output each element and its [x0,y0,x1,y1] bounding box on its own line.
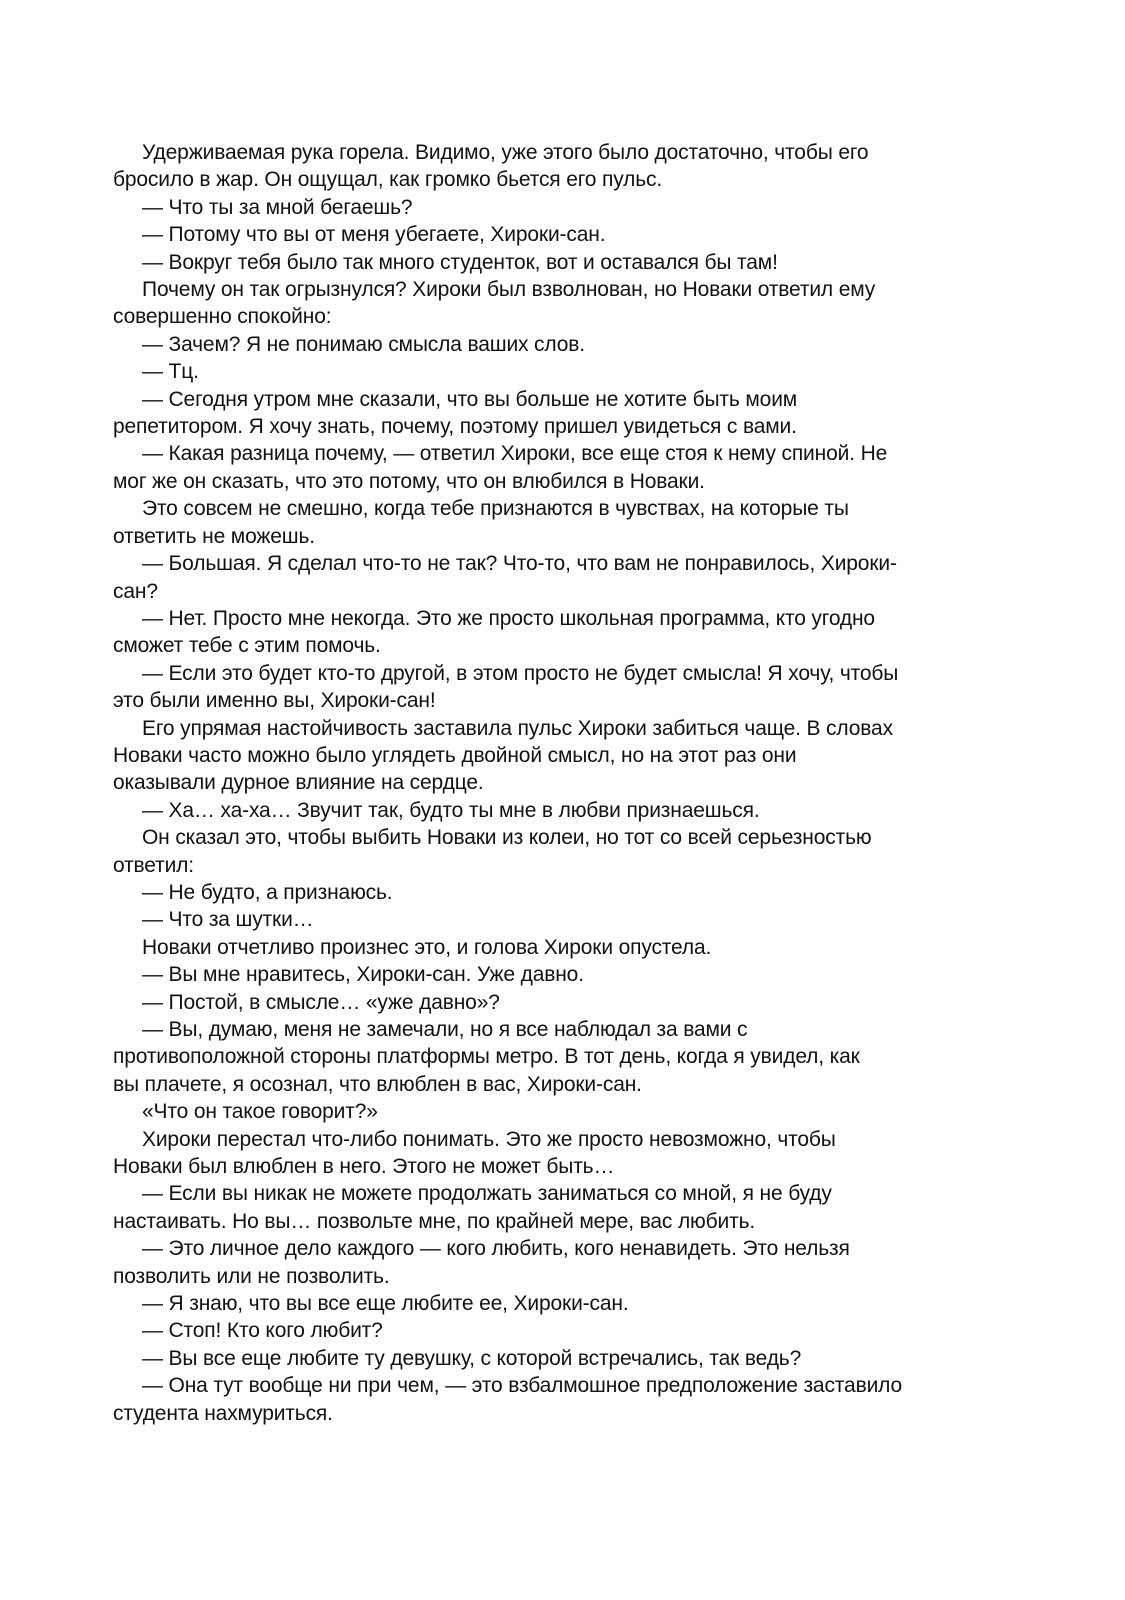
paragraph [113,989,998,1016]
paragraph [113,605,998,660]
text-line: совершенно спокойно: [113,305,332,329]
paragraph [113,139,998,194]
text-line: — Тц. [142,360,199,384]
text-line: — Вокруг тебя было так много студенток, вот и оставался бы там! [142,250,778,274]
text-line: ответить не можешь. [113,524,315,548]
paragraph [113,1345,998,1372]
text-line: — Стоп! Кто кого любит? [142,1319,383,1343]
text-line: Его упрямая настойчивость заставила пульс Хироки забиться чаще. В словах [142,716,893,740]
text-line: — Большая. Я сделал что-то не так? Что-то, что вам не понравилось, Хироки- [142,552,897,576]
text-line: противоположной стороны платформы метро. В тот день, когда я увидел, как [113,1045,860,1069]
text-line: сан? [113,579,158,603]
paragraph [113,1235,998,1290]
text-line: это были именно вы, Хироки-сан! [113,689,436,713]
text-line: бросило в жар. Он ощущал, как громко бьется его пульс. [113,168,663,192]
paragraph [113,824,998,879]
text-line: — Сегодня утром мне сказали, что вы больше не хотите быть моим [142,387,798,411]
paragraph [113,386,998,441]
text-line: студента нахмуриться. [113,1401,333,1425]
text-line: — Вы все еще любите ту девушку, с которой встречались, так ведь? [142,1346,802,1370]
paragraph [113,358,998,385]
text-line: — Что за шутки… [142,908,314,932]
paragraph [113,276,998,331]
text-line: — Ха… ха-ха… Звучит так, будто ты мне в любви признаешься. [142,798,760,822]
text-line: сможет тебе с этим помочь. [113,634,381,658]
text-line: — Постой, в смысле… «уже давно»? [142,990,500,1014]
paragraph [113,660,998,715]
paragraph [113,906,998,933]
text-line: — Я знаю, что вы все еще любите ее, Хироки-сан. [142,1292,629,1316]
text-line: — Она тут вообще ни при чем, — это взбалмошное предположение заставило [142,1374,903,1398]
paragraph [113,715,998,797]
paragraph [113,1098,998,1125]
text-line: — Если вы никак не можете продолжать заниматься со мной, я не буду [142,1182,832,1206]
text-line: — Зачем? Я не понимаю смысла ваших слов. [142,332,585,356]
text-line: настаивать. Но вы… позвольте мне, по крайней мере, вас любить. [113,1209,756,1233]
paragraph [113,440,998,495]
paragraph [113,1016,998,1098]
paragraph [113,1372,998,1427]
paragraph [113,331,998,358]
paragraph [113,1180,998,1235]
text-line: вы плачете, я осознал, что влюблен в вас, Хироки-сан. [113,1072,642,1096]
paragraph [113,495,998,550]
paragraph [113,221,998,248]
text-line: Это совсем не смешно, когда тебе признаются в чувствах, на которые ты [142,497,849,521]
paragraph [113,879,998,906]
text-line: «Что он такое говорит?» [142,1100,378,1124]
paragraph [113,797,998,824]
text-line: — Это личное дело каждого — кого любить, кого ненавидеть. Это нельзя [142,1237,850,1261]
text-line: Новаки был влюблен в него. Этого не может быть… [113,1155,615,1179]
text-line: позволить или не позволить. [113,1264,390,1288]
text-line: Он сказал это, чтобы выбить Новаки из колеи, но тот со всей серьезностью [142,826,872,850]
text-line: — Если это будет кто-то другой, в этом просто не будет смысла! Я хочу, чтобы [142,661,899,685]
text-line: — Вы мне нравитесь, Хироки-сан. Уже давно. [142,963,584,987]
text-line: — Какая разница почему, — ответил Хироки, все еще стоя к нему спиной. Не [142,442,888,466]
text-line: Удерживаемая рука горела. Видимо, уже этого было достаточно, чтобы его [142,141,869,164]
text-line: Хироки перестал что-либо понимать. Это же просто невозможно, чтобы [142,1127,836,1151]
text-line: — Нет. Просто мне некогда. Это же просто школьная программа, кто угодно [142,606,875,630]
text-line: ответил: [113,853,194,877]
text-line: Новаки отчетливо произнес это, и голова Хироки опустела. [142,935,712,959]
text-line: Почему он так огрызнулся? Хироки был взволнован, но Новаки ответил ему [142,278,876,302]
text-line: репетитором. Я хочу знать, почему, поэтому пришел увидеться с вами. [113,415,797,439]
text-line: — Потому что вы от меня убегаете, Хироки-сан. [142,223,606,247]
paragraph [113,961,998,988]
paragraph [113,550,998,605]
text-line: оказывали дурное влияние на сердце. [113,771,484,795]
paragraph [113,1317,998,1344]
paragraph [113,1290,998,1317]
text-block [113,139,998,1427]
paragraph [113,934,998,961]
paragraph [113,249,998,276]
text-line: мог же он сказать, что это потому, что он влюбился в Новаки. [113,469,705,493]
text-line: — Не будто, а признаюсь. [142,880,393,904]
text-line: — Что ты за мной бегаешь? [142,195,413,219]
text-line: — Вы, думаю, меня не замечали, но я все наблюдал за вами с [142,1018,748,1041]
text-line: Новаки часто можно было углядеть двойной смысл, но на этот раз они [113,743,797,767]
paragraph [113,194,998,221]
paragraph [113,1126,998,1181]
